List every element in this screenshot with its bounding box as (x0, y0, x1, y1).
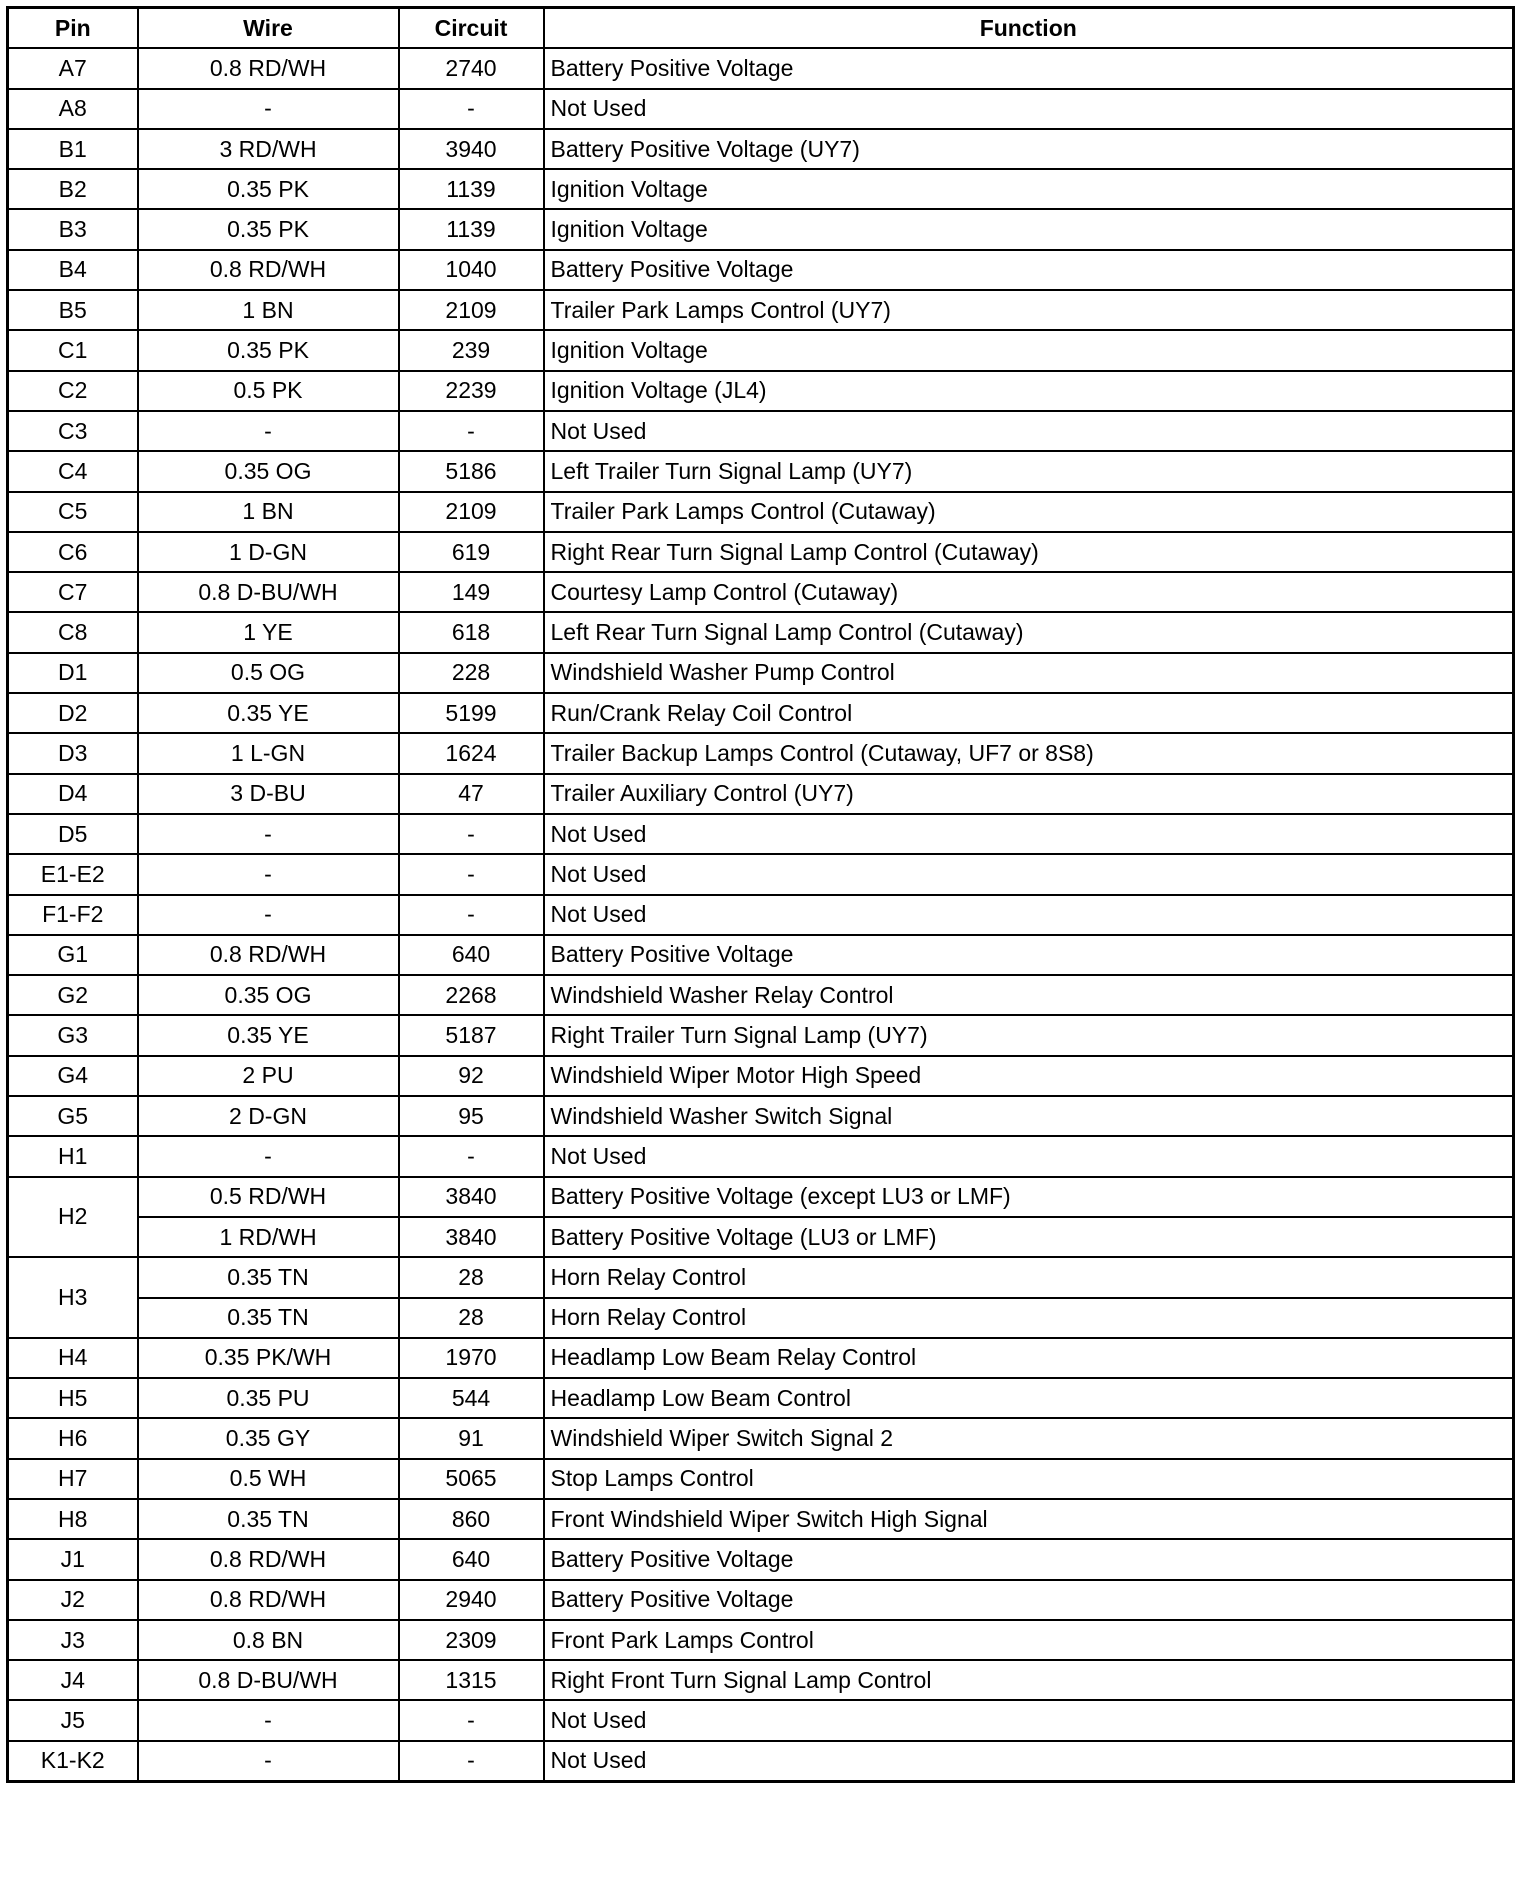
pin-cell: H5 (8, 1378, 138, 1418)
wire-cell: 0.5 RD/WH (138, 1177, 399, 1217)
circuit-cell: - (399, 854, 544, 894)
function-cell: Headlamp Low Beam Control (544, 1378, 1514, 1418)
pin-cell: B4 (8, 250, 138, 290)
header-pin: Pin (8, 8, 138, 49)
function-cell: Battery Positive Voltage (544, 250, 1514, 290)
pin-cell: J1 (8, 1539, 138, 1579)
table-row (8, 1056, 1514, 1096)
circuit-cell: 95 (399, 1096, 544, 1136)
wire-cell: 1 BN (138, 290, 399, 330)
circuit-cell: 618 (399, 612, 544, 652)
pin-cell: H7 (8, 1459, 138, 1499)
table-row (8, 1257, 1514, 1297)
pin-cell: F1-F2 (8, 895, 138, 935)
pin-cell: G2 (8, 975, 138, 1015)
circuit-cell: 5187 (399, 1015, 544, 1055)
table-row (8, 1378, 1514, 1418)
header-wire: Wire (138, 8, 399, 49)
table-body (8, 48, 1514, 1781)
table-row (8, 895, 1514, 935)
table-row (8, 451, 1514, 491)
wire-cell: 0.35 GY (138, 1418, 399, 1458)
pin-cell: K1-K2 (8, 1741, 138, 1782)
circuit-cell: 228 (399, 653, 544, 693)
function-cell: Windshield Washer Pump Control (544, 653, 1514, 693)
pin-cell: G4 (8, 1056, 138, 1096)
function-cell: Ignition Voltage (544, 330, 1514, 370)
circuit-cell: 5186 (399, 451, 544, 491)
wire-cell: 0.8 RD/WH (138, 1580, 399, 1620)
function-cell: Trailer Backup Lamps Control (Cutaway, UF7 or 8S8) (544, 733, 1514, 773)
table-row (8, 1096, 1514, 1136)
wire-cell: 0.35 OG (138, 451, 399, 491)
circuit-cell: 1139 (399, 209, 544, 249)
table-row (8, 733, 1514, 773)
wire-cell: 2 PU (138, 1056, 399, 1096)
pin-cell: E1-E2 (8, 854, 138, 894)
circuit-cell: 640 (399, 935, 544, 975)
circuit-cell: 5065 (399, 1459, 544, 1499)
circuit-cell: 149 (399, 572, 544, 612)
circuit-cell: 239 (399, 330, 544, 370)
wire-cell: 0.5 WH (138, 1459, 399, 1499)
wire-cell: 0.5 PK (138, 371, 399, 411)
wire-cell: 1 D-GN (138, 532, 399, 572)
circuit-cell: 1970 (399, 1338, 544, 1378)
pin-cell: G5 (8, 1096, 138, 1136)
table-row (8, 1015, 1514, 1055)
circuit-cell: 1139 (399, 169, 544, 209)
table-row (8, 1539, 1514, 1579)
function-cell: Windshield Washer Switch Signal (544, 1096, 1514, 1136)
circuit-cell: 3840 (399, 1217, 544, 1257)
circuit-cell: 2309 (399, 1620, 544, 1660)
table-row (8, 1217, 1514, 1257)
table-row (8, 612, 1514, 652)
function-cell: Horn Relay Control (544, 1298, 1514, 1338)
circuit-cell: - (399, 814, 544, 854)
table-row (8, 48, 1514, 88)
table-row (8, 935, 1514, 975)
function-cell: Left Trailer Turn Signal Lamp (UY7) (544, 451, 1514, 491)
circuit-cell: - (399, 411, 544, 451)
wire-cell: 0.8 D-BU/WH (138, 572, 399, 612)
table-row (8, 975, 1514, 1015)
wire-cell: - (138, 1741, 399, 1782)
circuit-cell: 5199 (399, 693, 544, 733)
table-row (8, 169, 1514, 209)
circuit-cell: 2740 (399, 48, 544, 88)
function-cell: Front Park Lamps Control (544, 1620, 1514, 1660)
circuit-cell: 92 (399, 1056, 544, 1096)
pin-cell: J2 (8, 1580, 138, 1620)
pin-cell: G1 (8, 935, 138, 975)
circuit-cell: 2268 (399, 975, 544, 1015)
circuit-cell: 1315 (399, 1660, 544, 1700)
table-row (8, 854, 1514, 894)
wire-cell: 3 D-BU (138, 774, 399, 814)
function-cell: Battery Positive Voltage (544, 935, 1514, 975)
table-row (8, 693, 1514, 733)
circuit-cell: 860 (399, 1499, 544, 1539)
header-circuit: Circuit (399, 8, 544, 49)
function-cell: Windshield Wiper Switch Signal 2 (544, 1418, 1514, 1458)
wire-cell: 0.35 OG (138, 975, 399, 1015)
function-cell: Front Windshield Wiper Switch High Signal (544, 1499, 1514, 1539)
table-row (8, 250, 1514, 290)
circuit-cell: 2109 (399, 492, 544, 532)
circuit-cell: 28 (399, 1298, 544, 1338)
pin-cell: H2 (8, 1177, 138, 1258)
function-cell: Left Rear Turn Signal Lamp Control (Cutaway) (544, 612, 1514, 652)
wire-cell: 0.8 D-BU/WH (138, 1660, 399, 1700)
wire-cell: 0.35 PK/WH (138, 1338, 399, 1378)
wire-cell: 2 D-GN (138, 1096, 399, 1136)
wire-cell: 0.35 YE (138, 1015, 399, 1055)
function-cell: Ignition Voltage (544, 209, 1514, 249)
wire-cell: 0.8 RD/WH (138, 48, 399, 88)
function-cell: Not Used (544, 814, 1514, 854)
function-cell: Not Used (544, 1700, 1514, 1740)
function-cell: Right Rear Turn Signal Lamp Control (Cutaway) (544, 532, 1514, 572)
pin-cell: J5 (8, 1700, 138, 1740)
pin-cell: A8 (8, 89, 138, 129)
wire-cell: 0.8 RD/WH (138, 250, 399, 290)
circuit-cell: - (399, 1700, 544, 1740)
wire-cell: - (138, 1700, 399, 1740)
wire-cell: - (138, 895, 399, 935)
circuit-cell: 2109 (399, 290, 544, 330)
table-row (8, 1418, 1514, 1458)
pin-cell: H3 (8, 1257, 138, 1338)
circuit-cell: 47 (399, 774, 544, 814)
function-cell: Not Used (544, 411, 1514, 451)
function-cell: Ignition Voltage (544, 169, 1514, 209)
function-cell: Battery Positive Voltage (544, 48, 1514, 88)
table-row (8, 290, 1514, 330)
wire-cell: - (138, 854, 399, 894)
function-cell: Battery Positive Voltage (544, 1580, 1514, 1620)
circuit-cell: 640 (399, 1539, 544, 1579)
header-function: Function (544, 8, 1514, 49)
circuit-cell: 3840 (399, 1177, 544, 1217)
wire-cell: 3 RD/WH (138, 129, 399, 169)
pin-cell: B2 (8, 169, 138, 209)
function-cell: Trailer Park Lamps Control (Cutaway) (544, 492, 1514, 532)
function-cell: Run/Crank Relay Coil Control (544, 693, 1514, 733)
wire-cell: 0.35 YE (138, 693, 399, 733)
table-row (8, 1338, 1514, 1378)
wire-cell: - (138, 814, 399, 854)
pin-cell: J4 (8, 1660, 138, 1700)
pin-cell: H1 (8, 1136, 138, 1176)
function-cell: Trailer Auxiliary Control (UY7) (544, 774, 1514, 814)
pin-cell: C5 (8, 492, 138, 532)
pin-cell: C7 (8, 572, 138, 612)
wire-cell: 0.35 PK (138, 330, 399, 370)
pin-cell: B3 (8, 209, 138, 249)
table-row (8, 209, 1514, 249)
wire-cell: 1 BN (138, 492, 399, 532)
wire-cell: 1 YE (138, 612, 399, 652)
table-row (8, 1741, 1514, 1782)
pin-cell: C6 (8, 532, 138, 572)
wire-cell: 0.8 BN (138, 1620, 399, 1660)
circuit-cell: 1624 (399, 733, 544, 773)
circuit-cell: 544 (399, 1378, 544, 1418)
pin-cell: D3 (8, 733, 138, 773)
table-row (8, 1136, 1514, 1176)
function-cell: Not Used (544, 1741, 1514, 1782)
table-row (8, 1459, 1514, 1499)
function-cell: Horn Relay Control (544, 1257, 1514, 1297)
pin-cell: B5 (8, 290, 138, 330)
circuit-cell: 2940 (399, 1580, 544, 1620)
wire-cell: 0.35 TN (138, 1499, 399, 1539)
table-row (8, 411, 1514, 451)
function-cell: Battery Positive Voltage (except LU3 or LMF) (544, 1177, 1514, 1217)
circuit-cell: - (399, 1741, 544, 1782)
table-row (8, 330, 1514, 370)
pin-cell: H8 (8, 1499, 138, 1539)
function-cell: Stop Lamps Control (544, 1459, 1514, 1499)
table-row (8, 1620, 1514, 1660)
wire-cell: 1 RD/WH (138, 1217, 399, 1257)
table-row (8, 1660, 1514, 1700)
circuit-cell: 3940 (399, 129, 544, 169)
circuit-cell: - (399, 89, 544, 129)
table-row (8, 532, 1514, 572)
function-cell: Headlamp Low Beam Relay Control (544, 1338, 1514, 1378)
pin-cell: H4 (8, 1338, 138, 1378)
function-cell: Not Used (544, 1136, 1514, 1176)
function-cell: Ignition Voltage (JL4) (544, 371, 1514, 411)
table-header-row (8, 8, 1514, 49)
pin-cell: G3 (8, 1015, 138, 1055)
function-cell: Windshield Washer Relay Control (544, 975, 1514, 1015)
table-row (8, 89, 1514, 129)
table-row (8, 1298, 1514, 1338)
pin-cell: D2 (8, 693, 138, 733)
wire-cell: 0.35 PK (138, 209, 399, 249)
pin-cell: D4 (8, 774, 138, 814)
pin-cell: C3 (8, 411, 138, 451)
circuit-cell: 619 (399, 532, 544, 572)
pin-cell: D5 (8, 814, 138, 854)
wire-cell: 0.8 RD/WH (138, 935, 399, 975)
pin-cell: J3 (8, 1620, 138, 1660)
table-row (8, 1499, 1514, 1539)
table-row (8, 371, 1514, 411)
pin-cell: C4 (8, 451, 138, 491)
pin-cell: B1 (8, 129, 138, 169)
function-cell: Battery Positive Voltage (544, 1539, 1514, 1579)
circuit-cell: - (399, 895, 544, 935)
wire-cell: 1 L-GN (138, 733, 399, 773)
table-row (8, 774, 1514, 814)
circuit-cell: - (399, 1136, 544, 1176)
table-row (8, 129, 1514, 169)
wire-cell: 0.35 PU (138, 1378, 399, 1418)
function-cell: Right Trailer Turn Signal Lamp (UY7) (544, 1015, 1514, 1055)
function-cell: Battery Positive Voltage (LU3 or LMF) (544, 1217, 1514, 1257)
pin-cell: C1 (8, 330, 138, 370)
function-cell: Trailer Park Lamps Control (UY7) (544, 290, 1514, 330)
connector-pinout-table (6, 6, 1515, 1783)
pin-cell: D1 (8, 653, 138, 693)
table-row (8, 1177, 1514, 1217)
function-cell: Right Front Turn Signal Lamp Control (544, 1660, 1514, 1700)
table-row (8, 572, 1514, 612)
wire-cell: - (138, 411, 399, 451)
function-cell: Not Used (544, 854, 1514, 894)
wire-cell: - (138, 89, 399, 129)
function-cell: Battery Positive Voltage (UY7) (544, 129, 1514, 169)
wire-cell: 0.35 TN (138, 1257, 399, 1297)
wire-cell: 0.35 PK (138, 169, 399, 209)
function-cell: Not Used (544, 89, 1514, 129)
table-row (8, 492, 1514, 532)
table-row (8, 814, 1514, 854)
table-row (8, 1580, 1514, 1620)
circuit-cell: 1040 (399, 250, 544, 290)
pin-cell: C2 (8, 371, 138, 411)
circuit-cell: 91 (399, 1418, 544, 1458)
wire-cell: 0.5 OG (138, 653, 399, 693)
pin-cell: H6 (8, 1418, 138, 1458)
function-cell: Courtesy Lamp Control (Cutaway) (544, 572, 1514, 612)
wire-cell: - (138, 1136, 399, 1176)
function-cell: Windshield Wiper Motor High Speed (544, 1056, 1514, 1096)
wire-cell: 0.35 TN (138, 1298, 399, 1338)
circuit-cell: 2239 (399, 371, 544, 411)
table-row (8, 1700, 1514, 1740)
wire-cell: 0.8 RD/WH (138, 1539, 399, 1579)
pin-cell: C8 (8, 612, 138, 652)
function-cell: Not Used (544, 895, 1514, 935)
circuit-cell: 28 (399, 1257, 544, 1297)
table-row (8, 653, 1514, 693)
pin-cell: A7 (8, 48, 138, 88)
